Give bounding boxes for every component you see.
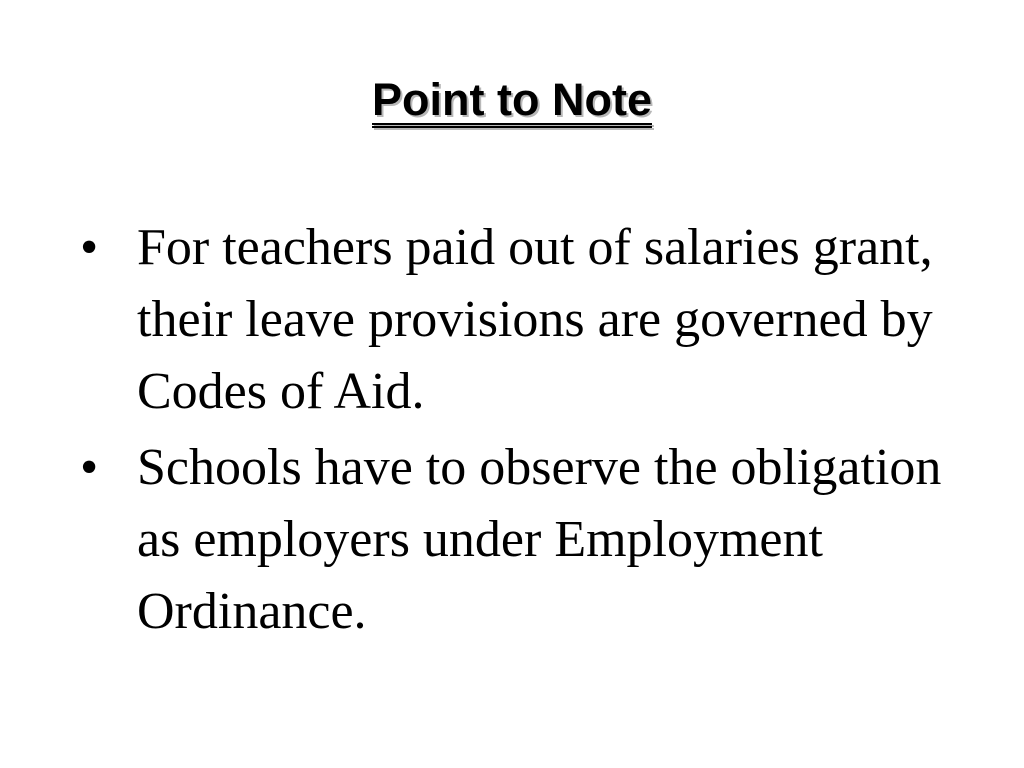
bullet-list — [80, 212, 960, 652]
slide-title — [0, 70, 1024, 130]
bullet-dot-icon: • — [80, 439, 99, 496]
bullet-item — [80, 432, 960, 648]
bullet-text: For teachers paid out of salaries grant, their leave provisions are governed by Codes of Aid. — [137, 219, 933, 420]
slide-title-text: Point to Note — [372, 74, 652, 125]
bullet-text: Schools have to observe the obligation as employers under Employment Ordinance. — [137, 439, 942, 640]
bullet-item — [80, 212, 960, 428]
bullet-dot-icon: • — [80, 219, 99, 276]
